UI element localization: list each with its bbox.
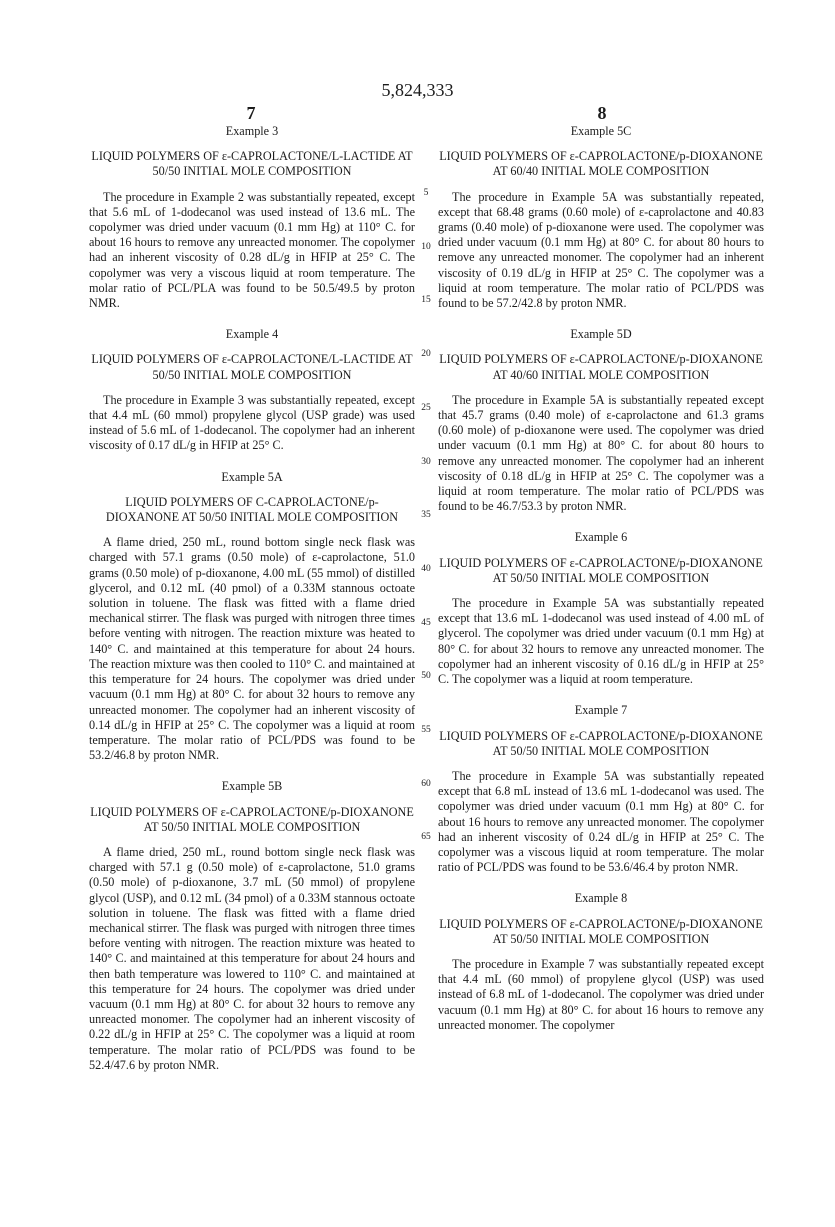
example-title: Example 5B <box>221 779 283 794</box>
section-heading: LIQUID POLYMERS OF ε-CAPROLACTONE/p-DIOXANONE AT 50/50 INITIAL MOLE COMPOSITION <box>439 555 763 585</box>
patent-number: 5,824,333 <box>381 80 454 100</box>
body-paragraph: A flame dried, 250 mL, round bottom single neck flask was charged with 57.1 g (0.50 mole) of ε-caprolactone, 51.0 grams (0.50 mole) of p-dioxanone, 3.7 mL (50 mmol) of propylene glycol (USP), and 0.12 mL (34 pmol) of a 0.33M stannous octoate solution in toluene. The flask was fitted with a flame dried mechanical stirrer. The flask was purged with nitrogen three times before venting with nitrogen. The reaction mixture was heated to 140° C. and maintained at this temperature for about 24 hours and then bath temperature was lowered to 110° C. and maintained at this temperature for 24 hours. The copolymer was dried under vacuum (0.1 mm Hg) at 80° C. for about 32 hours to remove any unreacted monomer. The copolymer had an inherent viscosity of 0.22 dL/g in HFIP at 25° C. The copolymer was a liquid at room temperature. The molar ratio of PCL/PDS was found to be 52.4/47.6 by proton NMR. <box>89 844 415 1072</box>
example-title: Example 8 <box>574 891 628 906</box>
line-number: 20 <box>421 349 431 360</box>
body-paragraph: The procedure in Example 5A is substantially repeated except that 45.7 grams (0.40 mole) of ε-caprolactone and 61.3 grams (0.60 mole) of p-dioxanone were used. The copolymer was dried under vacuum (0.1 mm Hg) at 80° C. for about 80 hours to remove any unreacted monomer. The copolymer had an inherent viscosity of 0.18 dL/g in HFIP at 25° C. The copolymer was a liquid at room temperature. The molar ratio of PCL/PDS was found to be 46.7/53.3 by proton NMR. <box>438 392 764 514</box>
body-paragraph: A flame dried, 250 mL, round bottom single neck flask was charged with 57.1 grams (0.50 mole) of ε-caprolactone, 51.0 grams (0.50 mole) of p-dioxanone, 4.00 mL (55 mmol) of distilled glycerol, and 0.12 mL (40 pmol) of a 0.33M stannous octoate solution in toluene. The flask was fitted with a flame dried mechanical stirrer. The flask was purged with nitrogen three times before venting with nitrogen. The reaction mixture was heated to 140° C. and maintained at this temperature for about 24 hours. The reaction mixture was then cooled to 110° C. and maintained at this temperature for 24 hours. The copolymer was dried under vacuum (0.1 mm Hg) at 80° C. for about 32 hours to remove any unreacted monomer. The copolymer had an inherent viscosity of 0.14 dL/g in HFIP at 25° C. The copolymer was a liquid at room temperature. The molar ratio of PCL/PDS was found to be 53.2/46.8 by proton NMR. <box>89 535 415 763</box>
section-heading: LIQUID POLYMERS OF ε-CAPROLACTONE/L-LACTIDE AT 50/50 INITIAL MOLE COMPOSITION <box>91 352 413 382</box>
section-heading: LIQUID POLYMERS OF ε-CAPROLACTONE/L-LACTIDE AT 50/50 INITIAL MOLE COMPOSITION <box>91 149 413 179</box>
line-number: 55 <box>421 725 431 735</box>
body-paragraph: The procedure in Example 5A was substantially repeated except that 6.8 mL instead of 13.6 mL 1-dodecanol was used. The copolymer was dried under vacuum (0.1 mm Hg) at 80° C. for about 16 hours to remove any unreacted monomer. The copolymer had an inherent viscosity of 0.24 dL/g in HFIP at 25° C. The copolymer was a viscous liquid at room temperature. The molar ratio of PCL/PDS was found to be 53.6/46.4 by proton NMR. <box>438 768 764 875</box>
line-number: 40 <box>421 563 431 574</box>
body-paragraph: The procedure in Example 3 was substantially repeated, except that 4.4 mL (60 mmol) propylene glycol (USP grade) was used instead of 5.6 mL of 1-dodecanol. The copolymer had an inherent viscosity of 0.17 dL/g in HFIP at 25° C. <box>89 392 415 453</box>
section-heading: LIQUID POLYMERS OF ε-CAPROLACTONE/p-DIOXANONE AT 40/60 INITIAL MOLE COMPOSITION <box>439 352 763 382</box>
line-number: 5 <box>423 188 429 198</box>
body-paragraph: The procedure in Example 7 was substantially repeated except that 4.4 mL (60 mmol) of propylene glycol (USP) was used instead of 6.8 mL of 1-dodecanol. The copolymer was dried under vacuum (0.1 mm Hg) at 80° C. for about 16 hours to remove any unreacted monomer. The copolymer <box>438 956 764 1032</box>
right-column-number: 8 <box>597 103 607 123</box>
body-paragraph: The procedure in Example 5A was substantially repeated, except that 68.48 grams (0.60 mole) of ε-caprolactone and 40.83 grams (0.40 mole) of p-dioxanone were used. The copolymer was dried under vacuum (0.1 mm Hg) at 80° C. for about 80 hours to remove any unreacted monomer. The copolymer had an inherent viscosity of 0.19 dL/g in HFIP at 25° C. The copolymer was a liquid at room temperature. The molar ratio of PCL/PDS was found to be 57.2/42.8 by proton NMR. <box>438 189 764 311</box>
section-heading: LIQUID POLYMERS OF ε-CAPROLACTONE/p-DIOXANONE AT 60/40 INITIAL MOLE COMPOSITION <box>439 149 763 179</box>
example-title: Example 5C <box>570 124 632 138</box>
right-column <box>438 120 764 1049</box>
example-title: Example 3 <box>225 124 279 138</box>
section-heading: LIQUID POLYMERS OF C-CAPROLACTONE/p-DIOXANONE AT 50/50 INITIAL MOLE COMPOSITION <box>105 494 399 525</box>
example-title: Example 7 <box>574 703 628 718</box>
line-number: 25 <box>421 402 431 413</box>
body-paragraph: The procedure in Example 5A was substantially repeated except that 13.6 mL 1-dodecanol was used instead of 4.00 mL of glycerol. The copolymer was dried under vacuum (0.1 mm Hg) at 80° C. for about 32 hours to remove any unreacted monomer. The copolymer had an inherent viscosity of 0.16 dL/g in HFIP at 25° C. The copolymer was a liquid at room temperature. <box>438 596 764 687</box>
left-column <box>89 120 415 1089</box>
body-paragraph: The procedure in Example 2 was substantially repeated, except that 5.6 mL of 1-dodecanol was used instead of 13.6 mL. The copolymer was dried under vacuum (0.1 mm Hg) at 110° C. for about 16 hours to remove any unreacted monomer. The copolymer had an inherent viscosity of 0.28 dL/g in HFIP at 25° C. The copolymer was very a viscous liquid at room temperature. The molar ratio of PCL/PLA was found to be 50.5/49.5 by proton NMR. <box>89 189 415 311</box>
line-number: 50 <box>421 671 431 682</box>
example-title: Example 5D <box>570 327 632 342</box>
line-number: 60 <box>421 778 431 789</box>
section-heading: LIQUID POLYMERS OF ε-CAPROLACTONE/p-DIOXANONE AT 50/50 INITIAL MOLE COMPOSITION <box>439 728 763 758</box>
line-number: 30 <box>421 456 431 467</box>
line-number: 35 <box>421 510 431 521</box>
section-heading: LIQUID POLYMERS OF ε-CAPROLACTONE/p-DIOXANONE AT 50/50 INITIAL MOLE COMPOSITION <box>439 916 763 946</box>
section-heading: LIQUID POLYMERS OF ε-CAPROLACTONE/p-DIOXANONE AT 50/50 INITIAL MOLE COMPOSITION <box>90 804 414 834</box>
line-number: 65 <box>421 832 431 843</box>
line-number: 15 <box>421 295 431 306</box>
line-number: 45 <box>421 617 431 628</box>
line-number: 10 <box>421 241 431 252</box>
example-title: Example 5A <box>221 469 283 484</box>
example-title: Example 6 <box>574 530 628 545</box>
left-column-number: 7 <box>246 103 256 123</box>
example-title: Example 4 <box>225 327 279 342</box>
